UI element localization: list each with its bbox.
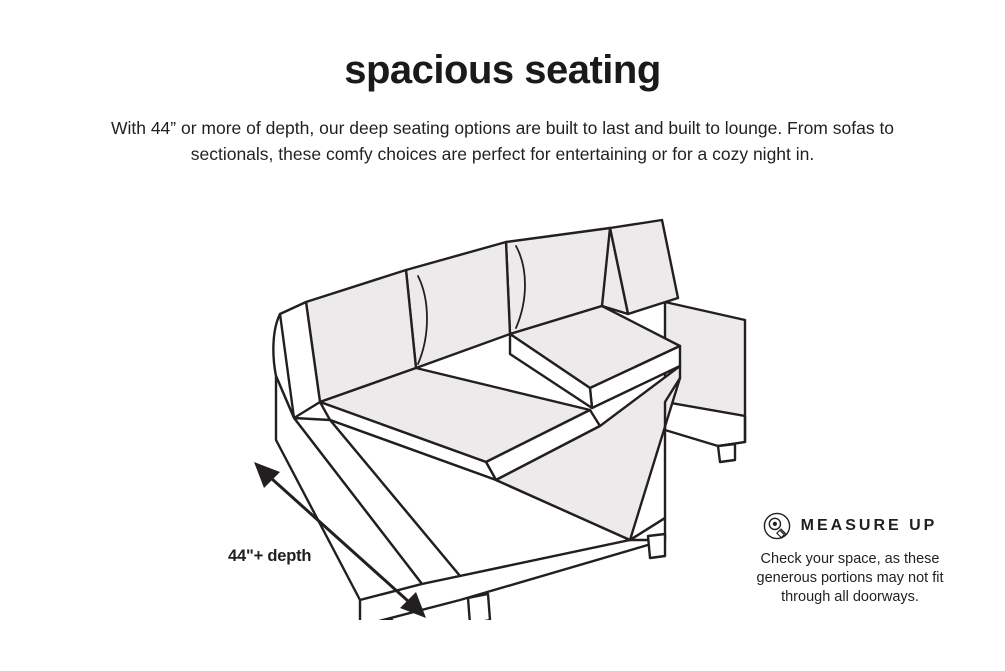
measure-up-note-line-3: through all doorways. [781, 589, 919, 605]
measure-up-title: MEASURE UP [800, 517, 938, 534]
measure-up-callout [725, 512, 975, 607]
tape-measure-icon [763, 512, 791, 540]
page-title: spacious seating [344, 48, 661, 92]
depth-dimension-arrow [240, 450, 440, 630]
measure-up-note-line-2: generous portions may not fit [756, 570, 944, 586]
depth-label: 44"+ depth [228, 547, 312, 565]
measure-up-note [725, 550, 975, 607]
measure-up-header [725, 512, 975, 540]
measure-up-note-line-1: Check your space, as these [760, 551, 940, 567]
description-text: With 44” or more of depth, our deep seating options are built to last and built to lounge. From sofas to sectionals, these comfy choices are perfect for entertaining or for a cozy night in. [110, 118, 895, 164]
